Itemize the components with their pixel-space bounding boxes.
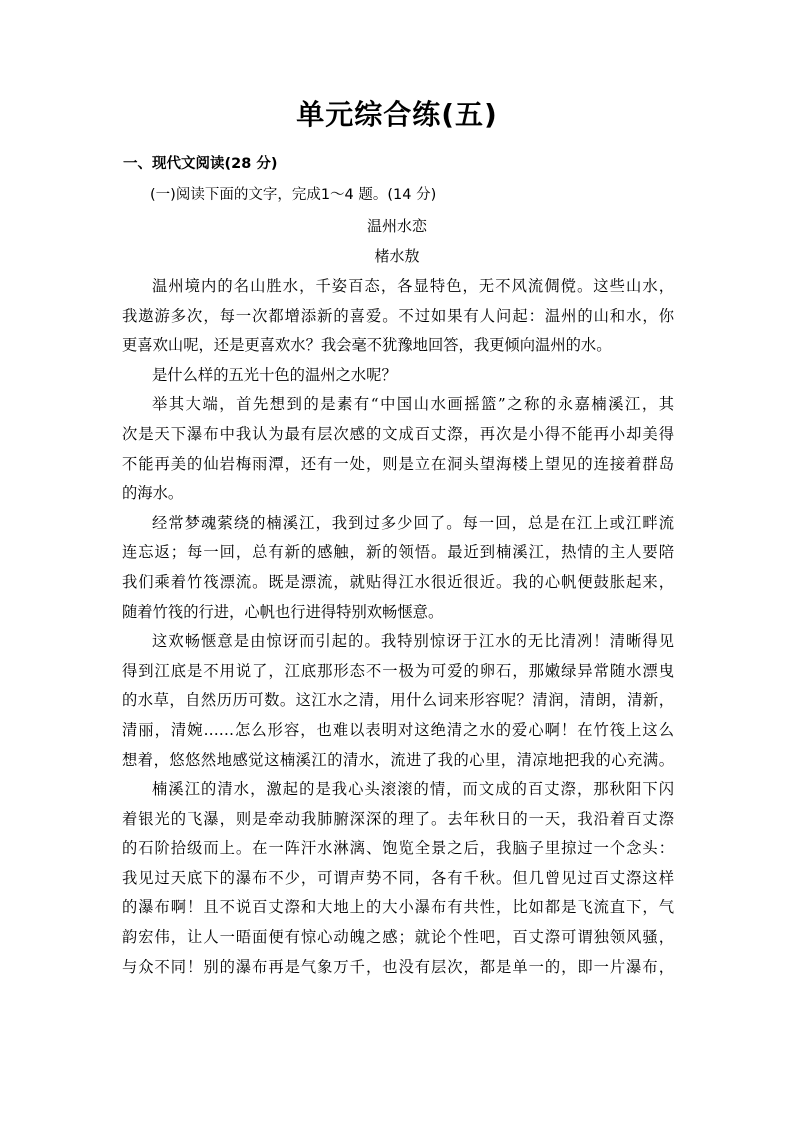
text-line: 着银光的飞瀑，则是牵动我肺腑深深的理了。去年秋日的一天，我沿着百丈漈 [122, 809, 674, 828]
text-line: 清丽，清婉……怎么形容，也难以表明对这绝清之水的爱心啊！在竹筏上这么 [122, 720, 674, 739]
text-line: 不能再美的仙岩梅雨潭，还有一处，则是立在洞头望海楼上望见的连接着群岛 [122, 454, 674, 473]
text-line: 举其大端，首先想到的是素有“中国山水画摇篮”之称的永嘉楠溪江，其 [152, 395, 674, 414]
text-line: 想着，悠悠然地感觉这楠溪江的清水，流进了我的心里，清凉地把我的心充满。 [122, 750, 674, 769]
text-line: 更喜欢山呢，还是更喜欢水？我会毫不犹豫地回答，我更倾向温州的水。 [122, 336, 612, 355]
text-line: 随着竹筏的行进，心帆也行进得特别欢畅惬意。 [122, 602, 444, 621]
article-title: 温州水恋 [366, 217, 427, 235]
text-line: 温州境内的名山胜水，千姿百态，各显特色，无不风流倜傥。这些山水， [152, 277, 674, 295]
section-heading: 一、现代文阅读(28 分) [123, 156, 278, 172]
text-line: 次是天下瀑布中我认为最有层次感的文成百丈漈，再次是小得不能再小却美得 [122, 424, 674, 443]
text-line: 的海水。 [122, 484, 184, 503]
text-line: 是什么样的五光十色的温州之水呢？ [152, 365, 397, 384]
text-line: 我们乘着竹筏漂流。既是漂流，就贴得江水很近很近。我的心帆便鼓胀起来， [122, 572, 674, 591]
text-line: 的水草，自然历历可数。这江水之清，用什么词来形容呢？清润，清朗，清新， [122, 691, 674, 710]
text-line: 我见过天底下的瀑布不少，可谓声势不同，各有千秋。但几曾见过百丈漈这样 [122, 868, 674, 887]
text-line: 与众不同！别的瀑布再是气象万千，也没有层次，都是单一的，即一片瀑布， [122, 957, 674, 976]
text-line: 经常梦魂萦绕的楠溪江，我到过多少回了。每一回，总是在江上或江畔流 [152, 513, 674, 532]
text-line: 的石阶拾级而上。在一阵汗水淋漓、饱览全景之后，我脑子里掠过一个念头： [122, 839, 674, 858]
text-line: 这欢畅惬意是由惊讶而引起的。我特别惊讶于江水的无比清冽！清晰得见 [152, 632, 674, 651]
text-line: 楠溪江的清水，激起的是我心头滚滚的情，而文成的百丈漈，那秋阳下闪 [152, 780, 674, 799]
subsection-heading: (一)阅读下面的文字，完成1～4 题。(14 分) [150, 187, 437, 203]
text-line: 连忘返；每一回，总有新的感触，新的领悟。最近到楠溪江，热情的主人要陪 [122, 543, 674, 562]
text-line: 韵宏伟，让人一晤面便有惊心动魄之感；就论个性吧，百丈漈可谓独领风骚， [122, 928, 674, 947]
text-line: 得到江底是不用说了，江底那形态不一极为可爱的卵石，那嫩绿异常随水漂曳 [122, 661, 674, 680]
text-line: 的瀑布啊！且不说百丈漈和大地上的大小瀑布有共性，比如都是飞流直下，气 [122, 898, 674, 917]
article-author: 楮水敖 [374, 247, 420, 265]
text-line: 我遨游多次，每一次都增添新的喜爱。不过如果有人问起：温州的山和水，你 [122, 306, 674, 325]
article-body [122, 272, 674, 982]
page-title: 单元综合练(五) [296, 98, 498, 131]
